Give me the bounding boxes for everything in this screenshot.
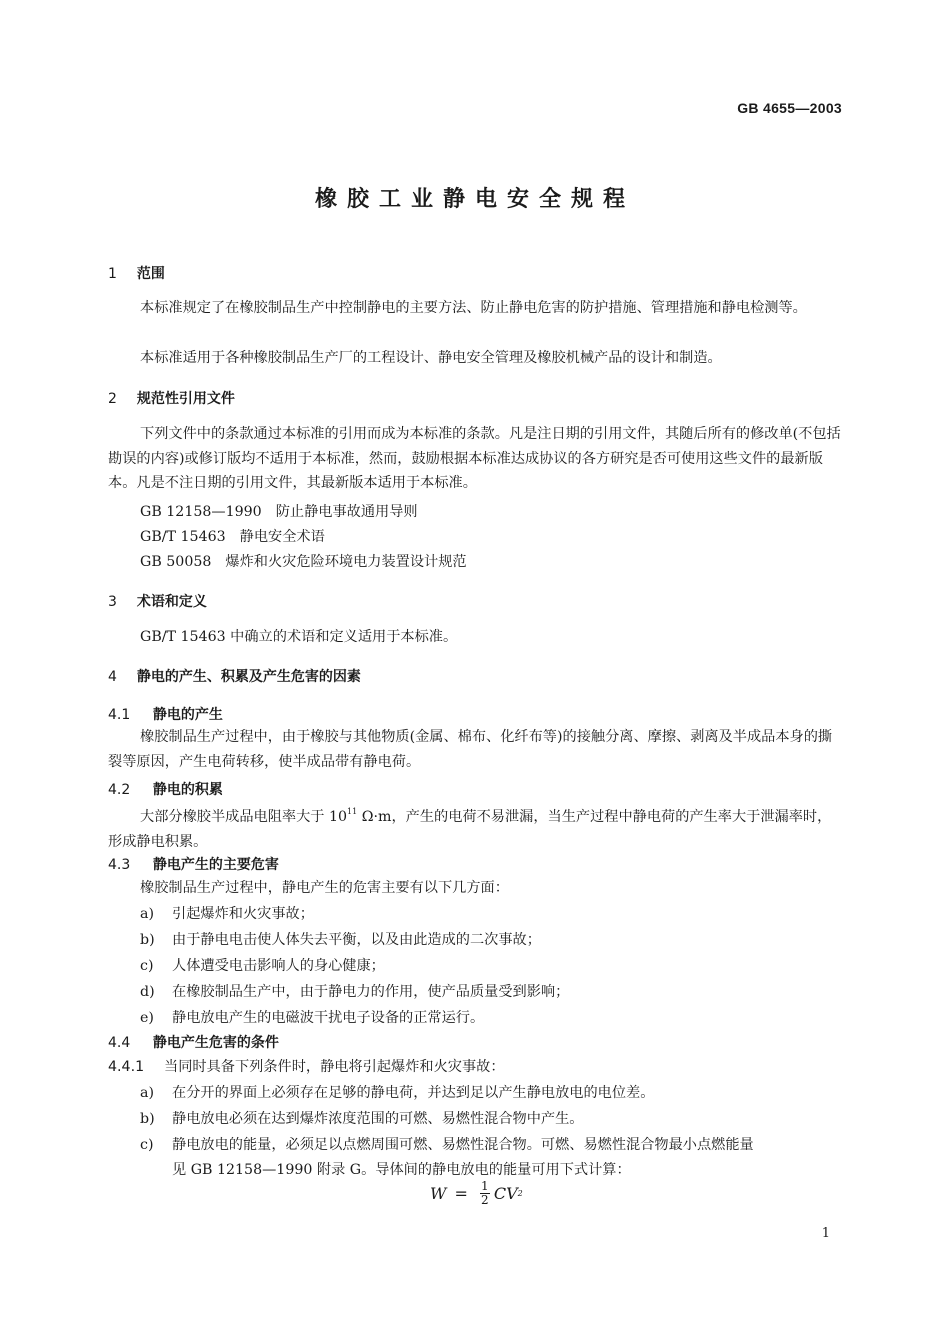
exponent: 11 bbox=[347, 807, 358, 816]
section-heading-4 bbox=[108, 666, 361, 686]
section-title: 静电产生危害的条件 bbox=[152, 1035, 279, 1051]
reference-item bbox=[140, 526, 325, 546]
paragraph: 大部分橡胶半成品电阻率大于 $10^{11}$ Ω·m，产生的电荷不易泄漏，当生产过程中静电荷的产生率大于泄漏率时，形成静电积累。 bbox=[108, 807, 832, 850]
section-heading-1 bbox=[108, 263, 165, 283]
section-title: 静电的积累 bbox=[152, 782, 223, 798]
reference-code: GB/T 15463 bbox=[140, 529, 226, 545]
section-title: 规范性引用文件 bbox=[136, 391, 235, 407]
paragraph: 橡胶制品生产过程中，由于橡胶与其他物质(金属、棉布、化纤布等)的接触分离、摩擦、剥离及半成品本身的撕裂等原因，产生电荷转移，使半成品带有静电荷。 bbox=[108, 729, 833, 770]
section-number: 4.3 bbox=[108, 857, 131, 873]
section-number: 4.1 bbox=[108, 707, 131, 723]
reference-code: GB 12158—1990 bbox=[140, 504, 262, 520]
subsection-heading-4-3 bbox=[108, 854, 279, 874]
reference-name: 爆炸和火灾危险环境电力装置设计规范 bbox=[225, 554, 467, 570]
section-number: 4.2 bbox=[108, 782, 131, 798]
list-item: e) 静电放电产生的电磁波干扰电子设备的正常运行。 bbox=[140, 1010, 485, 1026]
section-title: 静电产生的主要危害 bbox=[152, 857, 279, 873]
reference-name: 防止静电事故通用导则 bbox=[275, 504, 418, 520]
subsection-heading-4-4 bbox=[108, 1032, 279, 1052]
reference-name: 静电安全术语 bbox=[239, 529, 325, 545]
list-item: a) 引起爆炸和火灾事故； bbox=[140, 906, 314, 922]
formula-fraction bbox=[480, 1180, 490, 1207]
fraction-denominator: 2 bbox=[481, 1193, 489, 1207]
paragraph: 下列文件中的条款通过本标准的引用而成为本标准的条款。凡是注日期的引用文件，其随后所有的修改单(不包括勘误的内容)或修订版均不适用于本标准，然而，鼓励根据本标准达成协议的各方研究是否可使用这些文件的最新版本。凡是不注日期的引用文件，其最新版本适用于本标准。 bbox=[108, 426, 841, 491]
reference-item bbox=[140, 501, 418, 521]
page-number: 1 bbox=[821, 1226, 830, 1241]
paragraph: 本标准适用于各种橡胶制品生产厂的工程设计、静电安全管理及橡胶机械产品的设计和制造。 bbox=[140, 350, 722, 366]
reference-item bbox=[140, 551, 467, 571]
section-title: 静电的产生、积累及产生危害的因素 bbox=[136, 669, 361, 685]
section-number: 4.4.1 bbox=[108, 1059, 145, 1075]
section-heading-3 bbox=[108, 591, 207, 611]
fraction-numerator: 1 bbox=[481, 1179, 489, 1193]
section-number: 1 bbox=[108, 266, 117, 282]
section-number: 3 bbox=[108, 594, 117, 610]
section-number: 4 bbox=[108, 669, 117, 685]
formula-exponent: 2 bbox=[517, 1189, 523, 1198]
formula-rhs: CV bbox=[493, 1184, 518, 1203]
list-item: b) 静电放电必须在达到爆炸浓度范围的可燃、易燃性混合物中产生。 bbox=[140, 1111, 584, 1127]
paragraph: GB/T 15463 中确立的术语和定义适用于本标准。 bbox=[140, 629, 458, 645]
list-item: b) 由于静电电击使人体失去平衡，以及由此造成的二次事故； bbox=[140, 932, 541, 948]
formula-lhs: W bbox=[430, 1184, 447, 1203]
list-item: d) 在橡胶制品生产中，由于静电力的作用，使产品质量受到影响； bbox=[140, 984, 570, 1000]
section-heading-2 bbox=[108, 388, 235, 408]
paragraph: 橡胶制品生产过程中，静电产生的危害主要有以下几方面： bbox=[140, 880, 509, 896]
subsection-heading-4-2 bbox=[108, 779, 223, 799]
page-title: 橡胶工业静电安全规程 bbox=[314, 187, 635, 212]
list-item: c) 静电放电的能量，必须足以点燃周围可燃、易燃性混合物。可燃、易燃性混合物最小点燃能量 bbox=[140, 1137, 754, 1153]
section-title: 术语和定义 bbox=[136, 594, 207, 610]
formula-equals: = bbox=[454, 1184, 468, 1203]
standard-number: GB 4655—2003 bbox=[737, 100, 842, 116]
section-number: 2 bbox=[108, 391, 117, 407]
list-item: a) 在分开的界面上必须存在足够的静电荷，并达到足以产生静电放电的电位差。 bbox=[140, 1085, 655, 1101]
section-number: 4.4 bbox=[108, 1035, 131, 1051]
clause-4-4-1: 4.4.1 当同时具备下列条件时，静电将引起爆炸和火灾事故： bbox=[108, 1059, 505, 1075]
paragraph: 本标准规定了在橡胶制品生产中控制静电的主要方法、防止静电危害的防护措施、管理措施和静电检测等。 bbox=[140, 300, 807, 316]
section-title: 静电的产生 bbox=[152, 707, 223, 723]
subsection-heading-4-1 bbox=[108, 704, 223, 724]
list-item-continuation: 见 GB 12158—1990 附录 G。导体间的静电放电的能量可用下式计算： bbox=[172, 1162, 631, 1178]
energy-formula bbox=[430, 1180, 523, 1207]
list-item: c) 人体遭受电击影响人的身心健康； bbox=[140, 958, 385, 974]
section-title: 范围 bbox=[136, 266, 165, 282]
reference-code: GB 50058 bbox=[140, 554, 212, 570]
